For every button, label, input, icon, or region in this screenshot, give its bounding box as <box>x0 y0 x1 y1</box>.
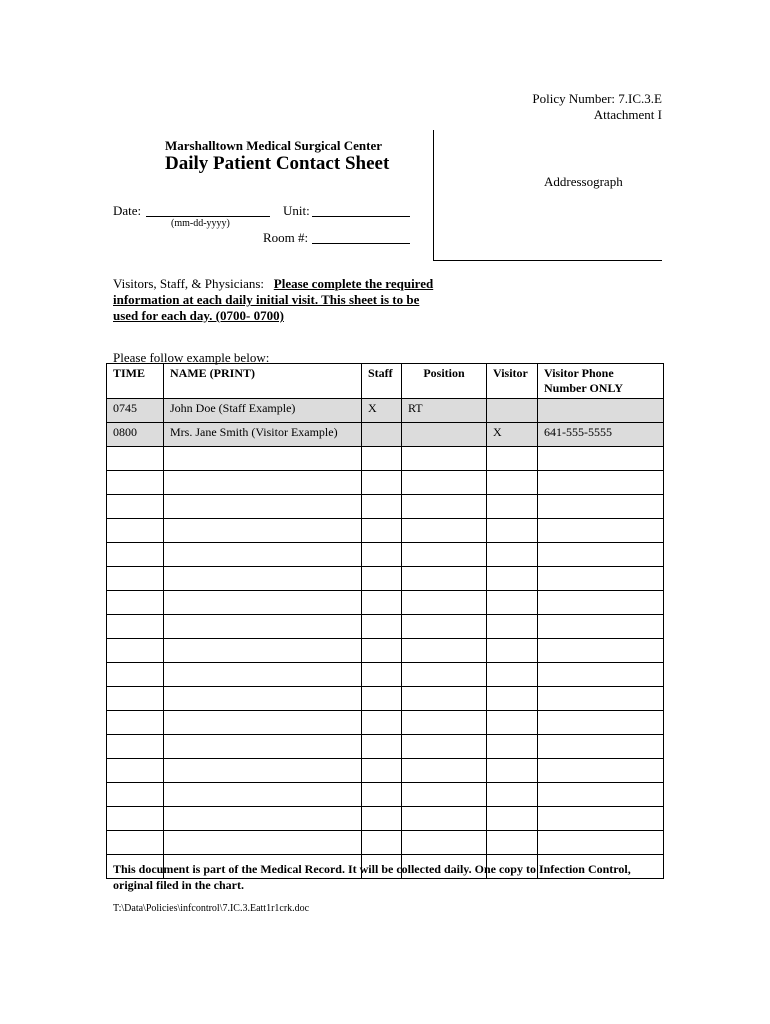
entry-cell[interactable] <box>164 831 362 855</box>
entry-cell[interactable] <box>487 663 538 687</box>
entry-cell[interactable] <box>487 639 538 663</box>
instructions-lead: Visitors, Staff, & Physicians: <box>113 276 265 291</box>
entry-cell[interactable] <box>107 687 164 711</box>
entry-cell[interactable] <box>538 615 664 639</box>
entry-cell[interactable] <box>164 639 362 663</box>
entry-cell[interactable] <box>538 735 664 759</box>
entry-cell[interactable] <box>164 495 362 519</box>
entry-cell[interactable] <box>164 591 362 615</box>
entry-cell[interactable] <box>402 567 487 591</box>
entry-cell[interactable] <box>164 687 362 711</box>
entry-cell[interactable] <box>362 783 402 807</box>
entry-cell[interactable] <box>107 495 164 519</box>
entry-cell[interactable] <box>164 759 362 783</box>
col-header-staff: Staff <box>362 364 402 399</box>
entry-cell[interactable] <box>538 711 664 735</box>
table-cell: 0745 <box>107 399 164 423</box>
entry-cell[interactable] <box>402 639 487 663</box>
entry-cell[interactable] <box>107 543 164 567</box>
entry-cell[interactable] <box>164 783 362 807</box>
entry-cell[interactable] <box>487 783 538 807</box>
example-instruction: Please follow example below: <box>113 350 270 365</box>
col-header-name: NAME (PRINT) <box>164 364 362 399</box>
entry-cell[interactable] <box>402 543 487 567</box>
entry-cell[interactable] <box>487 543 538 567</box>
example-row <box>107 423 664 447</box>
attachment-label: Attachment I <box>593 107 662 122</box>
entry-cell[interactable] <box>402 687 487 711</box>
medical-record-note: This document is part of the Medical Record. It will be collected daily. One copy to Infection Control, original filed in the chart. <box>113 862 631 892</box>
entry-cell[interactable] <box>164 615 362 639</box>
entry-cell[interactable] <box>107 471 164 495</box>
entry-cell[interactable] <box>402 447 487 471</box>
entry-cell[interactable] <box>402 759 487 783</box>
entry-cell[interactable] <box>538 543 664 567</box>
entry-cell[interactable] <box>362 615 402 639</box>
entry-cell[interactable] <box>487 711 538 735</box>
table-row <box>107 831 664 855</box>
instructions-required: Please complete the required information at each daily initial visit. This sheet is to be used for each day. (0700- 0700) <box>113 276 434 323</box>
table-cell: X <box>362 399 402 423</box>
entry-cell[interactable] <box>487 519 538 543</box>
table-row <box>107 519 664 543</box>
table-cell: John Doe (Staff Example) <box>164 399 362 423</box>
entry-cell[interactable] <box>538 783 664 807</box>
table-cell <box>362 423 402 447</box>
table-header-row <box>107 364 664 399</box>
table-row <box>107 495 664 519</box>
entry-cell[interactable] <box>538 831 664 855</box>
entry-cell[interactable] <box>362 447 402 471</box>
entry-cell[interactable] <box>538 567 664 591</box>
entry-cell[interactable] <box>107 711 164 735</box>
entry-cell[interactable] <box>362 807 402 831</box>
entry-cell[interactable] <box>362 663 402 687</box>
room-label: Room #: <box>263 230 309 245</box>
entry-cell[interactable] <box>362 711 402 735</box>
entry-cell[interactable] <box>402 831 487 855</box>
entry-cell[interactable] <box>487 735 538 759</box>
example-row <box>107 399 664 423</box>
entry-cell[interactable] <box>362 759 402 783</box>
entry-cell[interactable] <box>362 591 402 615</box>
entry-cell[interactable] <box>107 831 164 855</box>
entry-cell[interactable] <box>538 663 664 687</box>
entry-cell[interactable] <box>107 615 164 639</box>
organization-name: Marshalltown Medical Surgical Center <box>165 138 382 153</box>
page-title: Daily Patient Contact Sheet <box>165 153 390 174</box>
entry-cell[interactable] <box>362 567 402 591</box>
entry-cell[interactable] <box>402 783 487 807</box>
table-cell: 0800 <box>107 423 164 447</box>
table-cell: Mrs. Jane Smith (Visitor Example) <box>164 423 362 447</box>
policy-block <box>532 91 662 123</box>
date-format-hint: (mm-dd-yyyy) <box>171 218 230 229</box>
entry-cell[interactable] <box>164 567 362 591</box>
table-cell: RT <box>402 399 487 423</box>
entry-cell[interactable] <box>164 807 362 831</box>
entry-cell[interactable] <box>538 807 664 831</box>
entry-cell[interactable] <box>538 591 664 615</box>
entry-cell[interactable] <box>164 471 362 495</box>
table-row <box>107 543 664 567</box>
entry-cell[interactable] <box>164 663 362 687</box>
date-label: Date: <box>113 203 142 218</box>
entry-cell[interactable] <box>487 831 538 855</box>
entry-cell[interactable] <box>107 519 164 543</box>
entry-cell[interactable] <box>107 735 164 759</box>
table-row <box>107 663 664 687</box>
col-header-visitor: Visitor <box>487 364 538 399</box>
entry-cell[interactable] <box>107 639 164 663</box>
entry-cell[interactable] <box>402 807 487 831</box>
entry-cell[interactable] <box>164 447 362 471</box>
entry-cell[interactable] <box>107 663 164 687</box>
entry-cell[interactable] <box>107 591 164 615</box>
entry-cell[interactable] <box>487 447 538 471</box>
table-row <box>107 447 664 471</box>
table-row <box>107 759 664 783</box>
entry-cell[interactable] <box>107 783 164 807</box>
addressograph-divider-horizontal <box>433 260 662 261</box>
entry-cell[interactable] <box>538 447 664 471</box>
entry-cell[interactable] <box>538 519 664 543</box>
entry-cell[interactable] <box>538 687 664 711</box>
entry-cell[interactable] <box>487 687 538 711</box>
unit-field[interactable] <box>312 216 410 217</box>
table-cell: X <box>487 423 538 447</box>
entry-cell[interactable] <box>402 711 487 735</box>
entry-cell[interactable] <box>362 831 402 855</box>
entry-cell[interactable] <box>402 615 487 639</box>
entry-cell[interactable] <box>164 519 362 543</box>
entry-cell[interactable] <box>164 711 362 735</box>
entry-cell[interactable] <box>362 735 402 759</box>
entry-cell[interactable] <box>487 759 538 783</box>
entry-cell[interactable] <box>164 735 362 759</box>
entry-cell[interactable] <box>107 567 164 591</box>
col-header-position: Position <box>402 364 487 399</box>
entry-cell[interactable] <box>487 807 538 831</box>
entry-cell[interactable] <box>362 519 402 543</box>
table-row <box>107 807 664 831</box>
policy-number: Policy Number: 7.IC.3.E <box>532 91 662 106</box>
table-row <box>107 687 664 711</box>
table-row <box>107 639 664 663</box>
entry-cell[interactable] <box>402 495 487 519</box>
entry-cell[interactable] <box>164 543 362 567</box>
contact-log-table <box>106 363 664 879</box>
entry-cell[interactable] <box>487 567 538 591</box>
unit-label: Unit: <box>283 203 310 218</box>
entry-cell[interactable] <box>538 471 664 495</box>
entry-cell[interactable] <box>402 663 487 687</box>
addressograph-divider-vertical <box>433 130 434 260</box>
table-cell <box>402 423 487 447</box>
entry-cell[interactable] <box>107 759 164 783</box>
table-cell: 641-555-5555 <box>538 423 664 447</box>
entry-cell[interactable] <box>107 807 164 831</box>
table-row <box>107 735 664 759</box>
entry-cell[interactable] <box>487 471 538 495</box>
entry-cell[interactable] <box>487 615 538 639</box>
table-row <box>107 783 664 807</box>
entry-cell[interactable] <box>538 759 664 783</box>
table-row <box>107 567 664 591</box>
table-row <box>107 591 664 615</box>
entry-cell[interactable] <box>402 591 487 615</box>
entry-cell[interactable] <box>362 471 402 495</box>
entry-cell[interactable] <box>487 591 538 615</box>
instructions-text <box>113 276 443 324</box>
table-row <box>107 471 664 495</box>
entry-cell[interactable] <box>487 495 538 519</box>
entry-cell[interactable] <box>402 519 487 543</box>
entry-cell[interactable] <box>107 447 164 471</box>
entry-cell[interactable] <box>362 495 402 519</box>
entry-cell[interactable] <box>362 687 402 711</box>
entry-cell[interactable] <box>538 495 664 519</box>
addressograph-label: Addressograph <box>544 174 623 189</box>
entry-cell[interactable] <box>362 543 402 567</box>
entry-cell[interactable] <box>402 471 487 495</box>
table-row <box>107 711 664 735</box>
document-path: T:\Data\Policies\infcontrol\7.IC.3.Eatt1r1crk.doc <box>113 903 310 914</box>
room-field[interactable] <box>312 243 410 244</box>
table-row <box>107 615 664 639</box>
date-field[interactable] <box>146 216 270 217</box>
entry-cell[interactable] <box>402 735 487 759</box>
table-cell <box>538 399 664 423</box>
entry-cell[interactable] <box>538 639 664 663</box>
table-cell <box>487 399 538 423</box>
col-header-time: TIME <box>107 364 164 399</box>
entry-cell[interactable] <box>362 639 402 663</box>
col-header-visitor-phone: Visitor Phone Number ONLY <box>538 364 664 399</box>
